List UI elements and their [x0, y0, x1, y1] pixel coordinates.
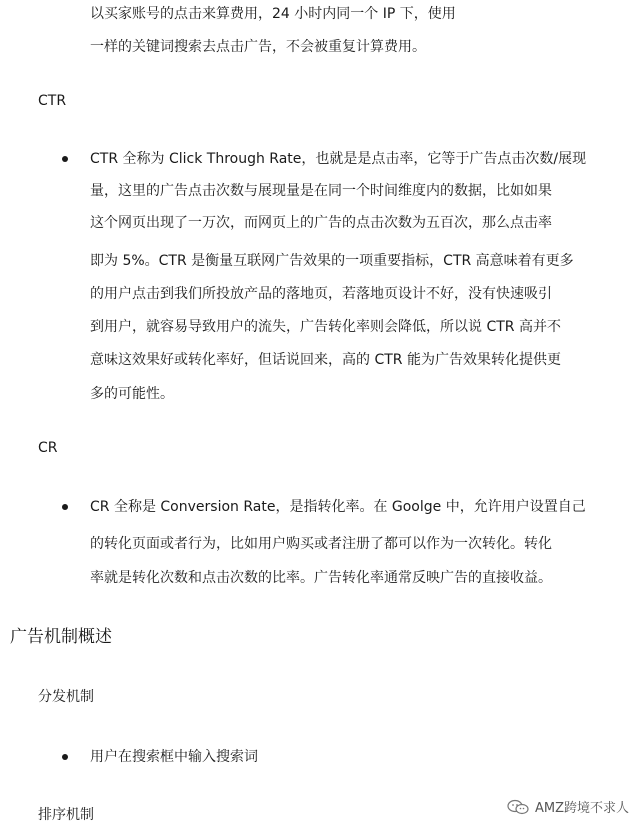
intro-line: 一样的关键词搜索去点击广告，不会被重复计算费用。 — [90, 39, 426, 55]
intro-line: 以买家账号的点击来算费用，24 小时内同一个 IP 下，使用 — [90, 6, 456, 22]
cr-line: CR 全称是 Conversion Rate，是指转化率。在 Goolge 中，允许用户设置自己 — [90, 499, 586, 515]
watermark-text: AMZ跨境不求人 — [534, 801, 629, 816]
ctr-heading: CTR — [38, 93, 67, 109]
cr-line: 率就是转化次数和点击次数的比率。广告转化率通常反映广告的直接收益。 — [90, 570, 552, 586]
bullet-dot — [62, 754, 68, 760]
bullet-dot — [62, 156, 68, 162]
bullet-dot — [62, 504, 68, 510]
cr-heading: CR — [38, 440, 58, 456]
ctr-line: 的用户点击到我们所投放产品的落地页，若落地页设计不好，没有快速吸引 — [90, 286, 552, 302]
watermark — [507, 797, 629, 816]
wechat-icon — [507, 799, 529, 815]
cr-line: 的转化页面或者行为，比如用户购买或者注册了都可以作为一次转化。转化 — [90, 536, 552, 552]
ctr-line: 量，这里的广告点击次数与展现量是在同一个时间维度内的数据，比如如果 — [90, 183, 552, 199]
distribution-line: 用户在搜索框中输入搜索词 — [90, 749, 258, 765]
ctr-line: 这个网页出现了一万次，而网页上的广告的点击次数为五百次，那么点击率 — [90, 215, 552, 231]
ctr-line: 即为 5%。CTR 是衡量互联网广告效果的一项重要指标，CTR 高意味着有更多 — [90, 253, 574, 269]
ctr-line: CTR 全称为 Click Through Rate，也就是是点击率，它等于广告点击次数/展现 — [90, 151, 587, 167]
mechanism-title: 广告机制概述 — [10, 627, 112, 647]
ctr-line: 意味这效果好或转化率好，但话说回来，高的 CTR 能为广告效果转化提供更 — [90, 352, 561, 368]
distribution-heading: 分发机制 — [38, 689, 94, 705]
ctr-line: 多的可能性。 — [90, 386, 174, 402]
ctr-line: 到用户，就容易导致用户的流失，广告转化率则会降低，所以说 CTR 高并不 — [90, 319, 561, 335]
ranking-heading: 排序机制 — [38, 807, 94, 823]
